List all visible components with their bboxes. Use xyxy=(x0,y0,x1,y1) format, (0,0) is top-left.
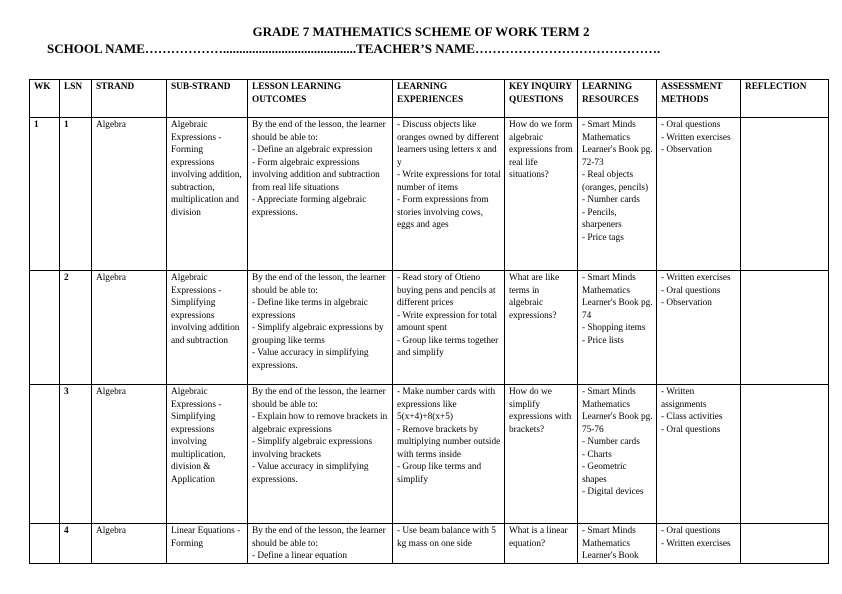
table-row xyxy=(30,385,829,524)
cell-reflection xyxy=(741,524,829,564)
col-header-sub-strand: SUB-STRAND xyxy=(167,80,248,118)
cell-lsn: 3 xyxy=(60,385,92,524)
cell-reflection xyxy=(741,118,829,271)
table-row xyxy=(30,271,829,385)
cell-outcomes: By the end of the lesson, the learner should be able to: - Define an algebraic expression - Form algebraic expressions involving addition and subtraction from real life situations - Appreciate forming algebraic expressions. xyxy=(248,118,393,271)
cell-experiences: - Use beam balance with 5 kg mass on one side xyxy=(393,524,505,564)
scheme-of-work-table xyxy=(29,79,829,564)
cell-sub-strand: Linear Equations - Forming xyxy=(167,524,248,564)
cell-strand: Algebra xyxy=(92,118,167,271)
cell-wk: 1 xyxy=(30,118,60,271)
cell-wk xyxy=(30,385,60,524)
cell-assessment: - Written exercises - Oral questions - Observation xyxy=(657,271,741,385)
col-header-reflection: REFLECTION xyxy=(741,80,829,118)
document-title: GRADE 7 MATHEMATICS SCHEME OF WORK TERM 2 xyxy=(252,24,590,39)
cell-outcomes: By the end of the lesson, the learner should be able to: - Explain how to remove brackets in algebraic expressions - Simplify algebraic expressions involving brackets - Value accuracy in simplifying expressions. xyxy=(248,385,393,524)
school-teacher-line: SCHOOL NAME……………….........................................TEACHER’S NAME……………………………………. xyxy=(47,41,661,56)
cell-assessment: - Oral questions - Written exercises xyxy=(657,524,741,564)
cell-resources: - Smart Minds Mathematics Learner's Book pg. 74 - Shopping items - Price lists xyxy=(578,271,657,385)
cell-inquiry: What are like terms in algebraic expressions? xyxy=(505,271,578,385)
col-header-experiences: LEARNING EXPERIENCES xyxy=(393,80,505,118)
cell-inquiry: What is a linear equation? xyxy=(505,524,578,564)
cell-wk xyxy=(30,271,60,385)
cell-sub-strand: Algebraic Expressions - Simplifying expressions involving addition and subtraction xyxy=(167,271,248,385)
col-header-resources: LEARNING RESOURCES xyxy=(578,80,657,118)
table-row xyxy=(30,524,829,564)
cell-lsn: 4 xyxy=(60,524,92,564)
cell-strand: Algebra xyxy=(92,385,167,524)
cell-resources: - Smart Minds Mathematics Learner's Book pg. 72-73 - Real objects (oranges, pencils) - Number cards - Pencils, sharpeners - Price tags xyxy=(578,118,657,271)
col-header-inquiry: KEY INQUIRY QUESTIONS xyxy=(505,80,578,118)
col-header-outcomes: LESSON LEARNING OUTCOMES xyxy=(248,80,393,118)
cell-reflection xyxy=(741,271,829,385)
cell-inquiry: How do we simplify expressions with brackets? xyxy=(505,385,578,524)
cell-strand: Algebra xyxy=(92,524,167,564)
cell-strand: Algebra xyxy=(92,271,167,385)
cell-assessment: - Written assignments - Class activities - Oral questions xyxy=(657,385,741,524)
cell-assessment: - Oral questions - Written exercises - Observation xyxy=(657,118,741,271)
cell-resources: - Smart Minds Mathematics Learner's Book xyxy=(578,524,657,564)
col-header-lsn: LSN xyxy=(60,80,92,118)
col-header-assessment: ASSESSMENT METHODS xyxy=(657,80,741,118)
cell-sub-strand: Algebraic Expressions - Simplifying expressions involving multiplication, division & Application xyxy=(167,385,248,524)
cell-inquiry: How do we form algebraic expressions from real life situations? xyxy=(505,118,578,271)
cell-reflection xyxy=(741,385,829,524)
table-row xyxy=(30,118,829,271)
cell-outcomes: By the end of the lesson, the learner should be able to: - Define a linear equation xyxy=(248,524,393,564)
cell-experiences: - Read story of Otieno buying pens and pencils at different prices - Write expression for total amount spent - Group like terms together and simplify xyxy=(393,271,505,385)
col-header-wk: WK xyxy=(30,80,60,118)
cell-sub-strand: Algebraic Expressions - Forming expressions involving addition, subtraction, multiplication and division xyxy=(167,118,248,271)
cell-experiences: - Make number cards with expressions like 5(x+4)+8(x+5) - Remove brackets by multiplying number outside with terms inside - Group like terms and simplify xyxy=(393,385,505,524)
cell-lsn: 2 xyxy=(60,271,92,385)
cell-experiences: - Discuss objects like oranges owned by different learners using letters x and y - Write expressions for total number of items - Form expressions from stories involving cows, eggs and ages xyxy=(393,118,505,271)
cell-resources: - Smart Minds Mathematics Learner's Book pg. 75-76 - Number cards - Charts - Geometric shapes - Digital devices xyxy=(578,385,657,524)
table-header-row xyxy=(30,80,829,118)
cell-outcomes: By the end of the lesson, the learner should be able to: - Define like terms in algebraic expressions - Simplify algebraic expressions by grouping like terms - Value accuracy in simplifying expressions. xyxy=(248,271,393,385)
cell-wk xyxy=(30,524,60,564)
col-header-strand: STRAND xyxy=(92,80,167,118)
cell-lsn: 1 xyxy=(60,118,92,271)
